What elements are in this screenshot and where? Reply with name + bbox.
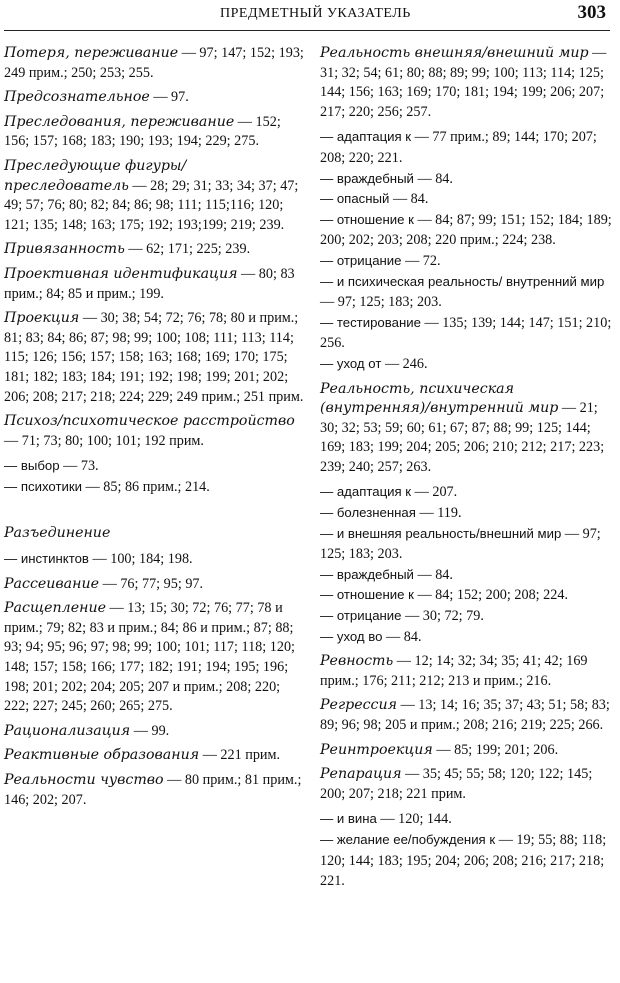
- index-page-refs: — 99.: [130, 722, 170, 739]
- page-number: 303: [577, 2, 606, 23]
- subentry-term: — адаптация к: [320, 129, 412, 145]
- index-page-refs: — 85; 199; 201; 206.: [432, 741, 559, 758]
- header-rule: [4, 30, 610, 31]
- subentry-term: — и внешняя реальность/внешний мир: [320, 525, 562, 541]
- index-subentry: [4, 456, 304, 477]
- index-page-refs: — 13; 14; 16; 35; 37; 43; 51; 58; 83; 89; 96; 98; 205 и прим.; 208; 216; 219; 225; 266.: [320, 697, 610, 733]
- index-subentry: [320, 627, 616, 648]
- subentry-page-refs: — 84; 152; 200; 208; 224.: [413, 587, 568, 604]
- index-term: Привязанность: [4, 241, 125, 258]
- index-entry: [4, 265, 304, 304]
- index-term: Рассеивание: [4, 575, 100, 592]
- index-subentry: [320, 585, 616, 606]
- index-subentry: [320, 251, 616, 272]
- index-entry: [4, 412, 304, 497]
- index-subentry: [320, 272, 616, 313]
- index-page-refs: — 21; 30; 32; 53; 59; 60; 61; 67; 87; 88; 99; 125; 144; 169; 183; 199; 204; 205; 206; 210; 212; 217; 223; 239; 240; 257; 263.: [320, 400, 605, 475]
- subentry-page-refs: — 246.: [381, 355, 428, 372]
- index-subentry: [320, 524, 616, 565]
- subentry-term: — отношение к: [320, 211, 414, 227]
- index-entry-main: [320, 741, 616, 761]
- index-entry-main: [4, 599, 304, 717]
- index-entry: [4, 722, 304, 742]
- subentry-page-refs: — 207.: [411, 484, 458, 501]
- index-page-refs: — 76; 77; 95; 97.: [99, 575, 204, 592]
- index-term: Проекция: [4, 310, 80, 327]
- index-term: Реинтроекция: [320, 741, 433, 758]
- subentry-term: — и вина: [320, 811, 377, 827]
- index-entry-main: [320, 380, 616, 478]
- index-term: Рационализация: [4, 722, 131, 739]
- index-entry: [4, 524, 304, 569]
- subentry-page-refs: — 72.: [401, 252, 441, 269]
- subentry-page-refs: — 119.: [415, 505, 462, 522]
- index-column-right: [320, 44, 616, 897]
- index-term: Потеря, переживание: [4, 45, 179, 61]
- index-entry: [4, 309, 304, 407]
- subentry-term: — отрицание: [320, 608, 402, 624]
- subentry-page-refs: — 135; 139; 144; 147; 151; 210; 256.: [320, 314, 612, 352]
- index-term: Репарация: [320, 766, 402, 783]
- subentry-page-refs: — 84.: [389, 191, 429, 208]
- subentry-page-refs: — 84.: [413, 170, 453, 187]
- section-spacer: [4, 502, 304, 524]
- index-page-refs: — 152; 156; 157; 168; 183; 190; 193; 194; 229; 275.: [4, 113, 281, 150]
- index-entry-main: [4, 44, 304, 83]
- running-title: ПРЕДМЕТНЫЙ УКАЗАТЕЛЬ: [220, 6, 411, 21]
- index-entry-main: [4, 157, 304, 235]
- index-entry-main: [4, 309, 304, 407]
- index-page-refs: — 97; 147; 152; 193; 249 прим.; 250; 253; 255.: [4, 45, 304, 81]
- subentry-page-refs: — 19; 55; 88; 118; 120; 144; 183; 195; 204; 206; 208; 216; 217; 218; 221.: [320, 831, 607, 890]
- index-subentry: [320, 809, 616, 830]
- index-entry: [4, 771, 304, 810]
- index-term: Ревность: [320, 653, 394, 670]
- index-term: Преследующие фигуры/ преследователь: [4, 157, 187, 194]
- subentry-term: — выбор: [4, 458, 60, 474]
- index-term: Расщепление: [4, 600, 106, 617]
- index-term: Проективная идентификация: [4, 265, 238, 282]
- index-page-refs: — 80; 83 прим.; 84; 85 и прим.; 199.: [4, 265, 295, 302]
- index-entry-main: [4, 722, 304, 742]
- index-page-refs: — 31; 32; 54; 61; 80; 88; 89; 99; 100; 113; 114; 125; 144; 156; 163; 169; 170; 181; 194; 199; 206; 207; 217; 220; 256; 257.: [320, 45, 607, 120]
- index-entry-main: [4, 88, 304, 108]
- index-entry-main: [320, 765, 616, 804]
- index-entry: [320, 652, 616, 691]
- subentry-page-refs: — 97; 125; 183; 203.: [320, 525, 601, 563]
- subentry-term: — психотики: [4, 478, 82, 494]
- index-subentry: [320, 482, 616, 503]
- index-entry: [4, 240, 304, 260]
- subentry-page-refs: — 30; 72; 79.: [401, 608, 484, 625]
- index-term: Реальности чувство: [4, 772, 164, 788]
- index-page-refs: — 97.: [149, 89, 189, 106]
- subentry-term: — опасный: [320, 191, 390, 207]
- index-entry-main: [4, 240, 304, 260]
- subentry-term: — инстинктов: [4, 551, 89, 567]
- subentry-page-refs: — 97; 125; 183; 203.: [320, 294, 442, 311]
- subentry-page-refs: — 100; 184; 198.: [88, 551, 193, 568]
- subentry-page-refs: — 73.: [59, 458, 99, 475]
- index-entry: [4, 44, 304, 83]
- index-term: Реактивные образования: [4, 747, 200, 764]
- index-entry-main: [4, 746, 304, 766]
- index-entry: [4, 746, 304, 766]
- index-subentry: [320, 169, 616, 190]
- index-entry-main: [320, 652, 616, 691]
- index-entry: [4, 599, 304, 717]
- index-column-left: [4, 44, 304, 815]
- index-subentry: [320, 606, 616, 627]
- index-term: Психоз/психотическое расстройство: [4, 413, 295, 430]
- index-term: Преследования, переживание: [4, 113, 235, 130]
- subentry-page-refs: — 77 прим.; 89; 144; 170; 207; 208; 220; 221.: [320, 129, 597, 166]
- index-entry: [4, 113, 304, 152]
- subentry-page-refs: — 85; 86 прим.; 214.: [82, 478, 210, 495]
- index-term: Разъединение: [4, 525, 111, 542]
- subentry-term: — адаптация к: [320, 484, 412, 500]
- subentry-term: — тестирование: [320, 314, 421, 330]
- subentry-term: — болезненная: [320, 505, 416, 521]
- subentry-term: — и психическая реальность/ внутренний мир: [320, 273, 605, 289]
- index-entry-main: [320, 696, 616, 735]
- index-term: Реальность внешняя/внешний мир: [320, 45, 589, 61]
- index-entry: [4, 157, 304, 235]
- index-page-refs: — 80 прим.; 81 прим.; 146; 202; 207.: [4, 772, 302, 808]
- index-entry: [4, 575, 304, 595]
- subentry-term: — желание ее/побуждения к: [320, 831, 496, 847]
- index-entry-main: [320, 44, 616, 122]
- index-entry: [320, 741, 616, 761]
- index-entry-main: [4, 575, 304, 595]
- index-entry-main: [4, 524, 304, 544]
- index-subentry: [320, 313, 616, 354]
- subentry-term: — уход от: [320, 355, 382, 371]
- index-term: Реальность, психическая (внутренняя)/внутренний мир: [320, 380, 559, 417]
- subentry-page-refs: — 84; 87; 99; 151; 152; 184; 189; 200; 202; 203; 208; 220 прим.; 224; 238.: [320, 211, 612, 249]
- index-entry-main: [4, 771, 304, 810]
- index-page-refs: — 62; 171; 225; 239.: [124, 241, 251, 258]
- index-subentry: [320, 503, 616, 524]
- index-entry: [320, 765, 616, 892]
- index-subentry: [320, 565, 616, 586]
- index-page-refs: — 30; 38; 54; 72; 76; 78; 80 и прим.; 81; 83; 84; 86; 87; 98; 99; 100; 108; 111; 113; 114; 115; 126; 156; 157; 158; 163; 168; 169; 170; 175; 181; 182; 183; 184; 191; 192; 198; 199; 201; 202; 206; 208; 217; 218; 224; 229; 249 прим.; 251 прим.: [4, 310, 304, 405]
- index-entry: [4, 88, 304, 108]
- subentry-page-refs: — 84.: [413, 566, 453, 583]
- index-entry-main: [4, 265, 304, 304]
- subentry-term: — враждебный: [320, 170, 414, 186]
- index-subentry: [320, 210, 616, 251]
- index-page-refs: — 12; 14; 32; 34; 35; 41; 42; 169 прим.; 176; 211; 212; 213 и прим.; 216.: [320, 653, 588, 689]
- index-entry: [320, 696, 616, 735]
- index-page-refs: — 71; 73; 80; 100; 101; 192 прим.: [4, 432, 204, 449]
- subentry-term: — уход во: [320, 628, 383, 644]
- index-subentry: [320, 189, 616, 210]
- index-subentry: [320, 354, 616, 375]
- index-page-refs: — 221 прим.: [199, 747, 281, 764]
- index-page-refs: — 28; 29; 31; 33; 34; 37; 47; 49; 57; 76; 80; 82; 84; 86; 98; 111; 115;116; 120; 121; 135; 148; 163; 175; 192; 193;199; 219; 239.: [4, 177, 299, 233]
- index-page-refs: — 13; 15; 30; 72; 76; 77; 78 и прим.; 79; 82; 83 и прим.; 84; 86 и прим.; 87; 88; 93; 94; 95; 96; 97; 98; 99; 100; 101; 117; 118; 120; 148; 157; 158; 166; 177; 182; 191; 194; 195; 196; 198; 201; 202; 204; 205; 207 и прим.; 208; 220; 222; 227; 245; 260; 265; 275.: [4, 600, 295, 715]
- index-entry: [320, 380, 616, 648]
- index-term: Регрессия: [320, 697, 398, 714]
- index-entry-main: [4, 412, 304, 451]
- page-header: [0, 0, 620, 34]
- subentry-page-refs: — 120; 144.: [376, 811, 452, 828]
- index-subentry: [4, 549, 304, 570]
- subentry-term: — отношение к: [320, 587, 414, 603]
- index-subentry: [320, 127, 616, 168]
- index-subentry: [4, 477, 304, 498]
- subentry-term: — отрицание: [320, 252, 402, 268]
- index-term: Предсознательное: [4, 89, 150, 106]
- index-page-refs: — 35; 45; 55; 58; 120; 122; 145; 200; 207; 218; 221 прим.: [320, 766, 593, 802]
- subentry-term: — враждебный: [320, 566, 414, 582]
- index-subentry: [320, 830, 616, 892]
- subentry-page-refs: — 84.: [382, 628, 422, 645]
- index-entry-main: [4, 113, 304, 152]
- index-entry: [320, 44, 616, 375]
